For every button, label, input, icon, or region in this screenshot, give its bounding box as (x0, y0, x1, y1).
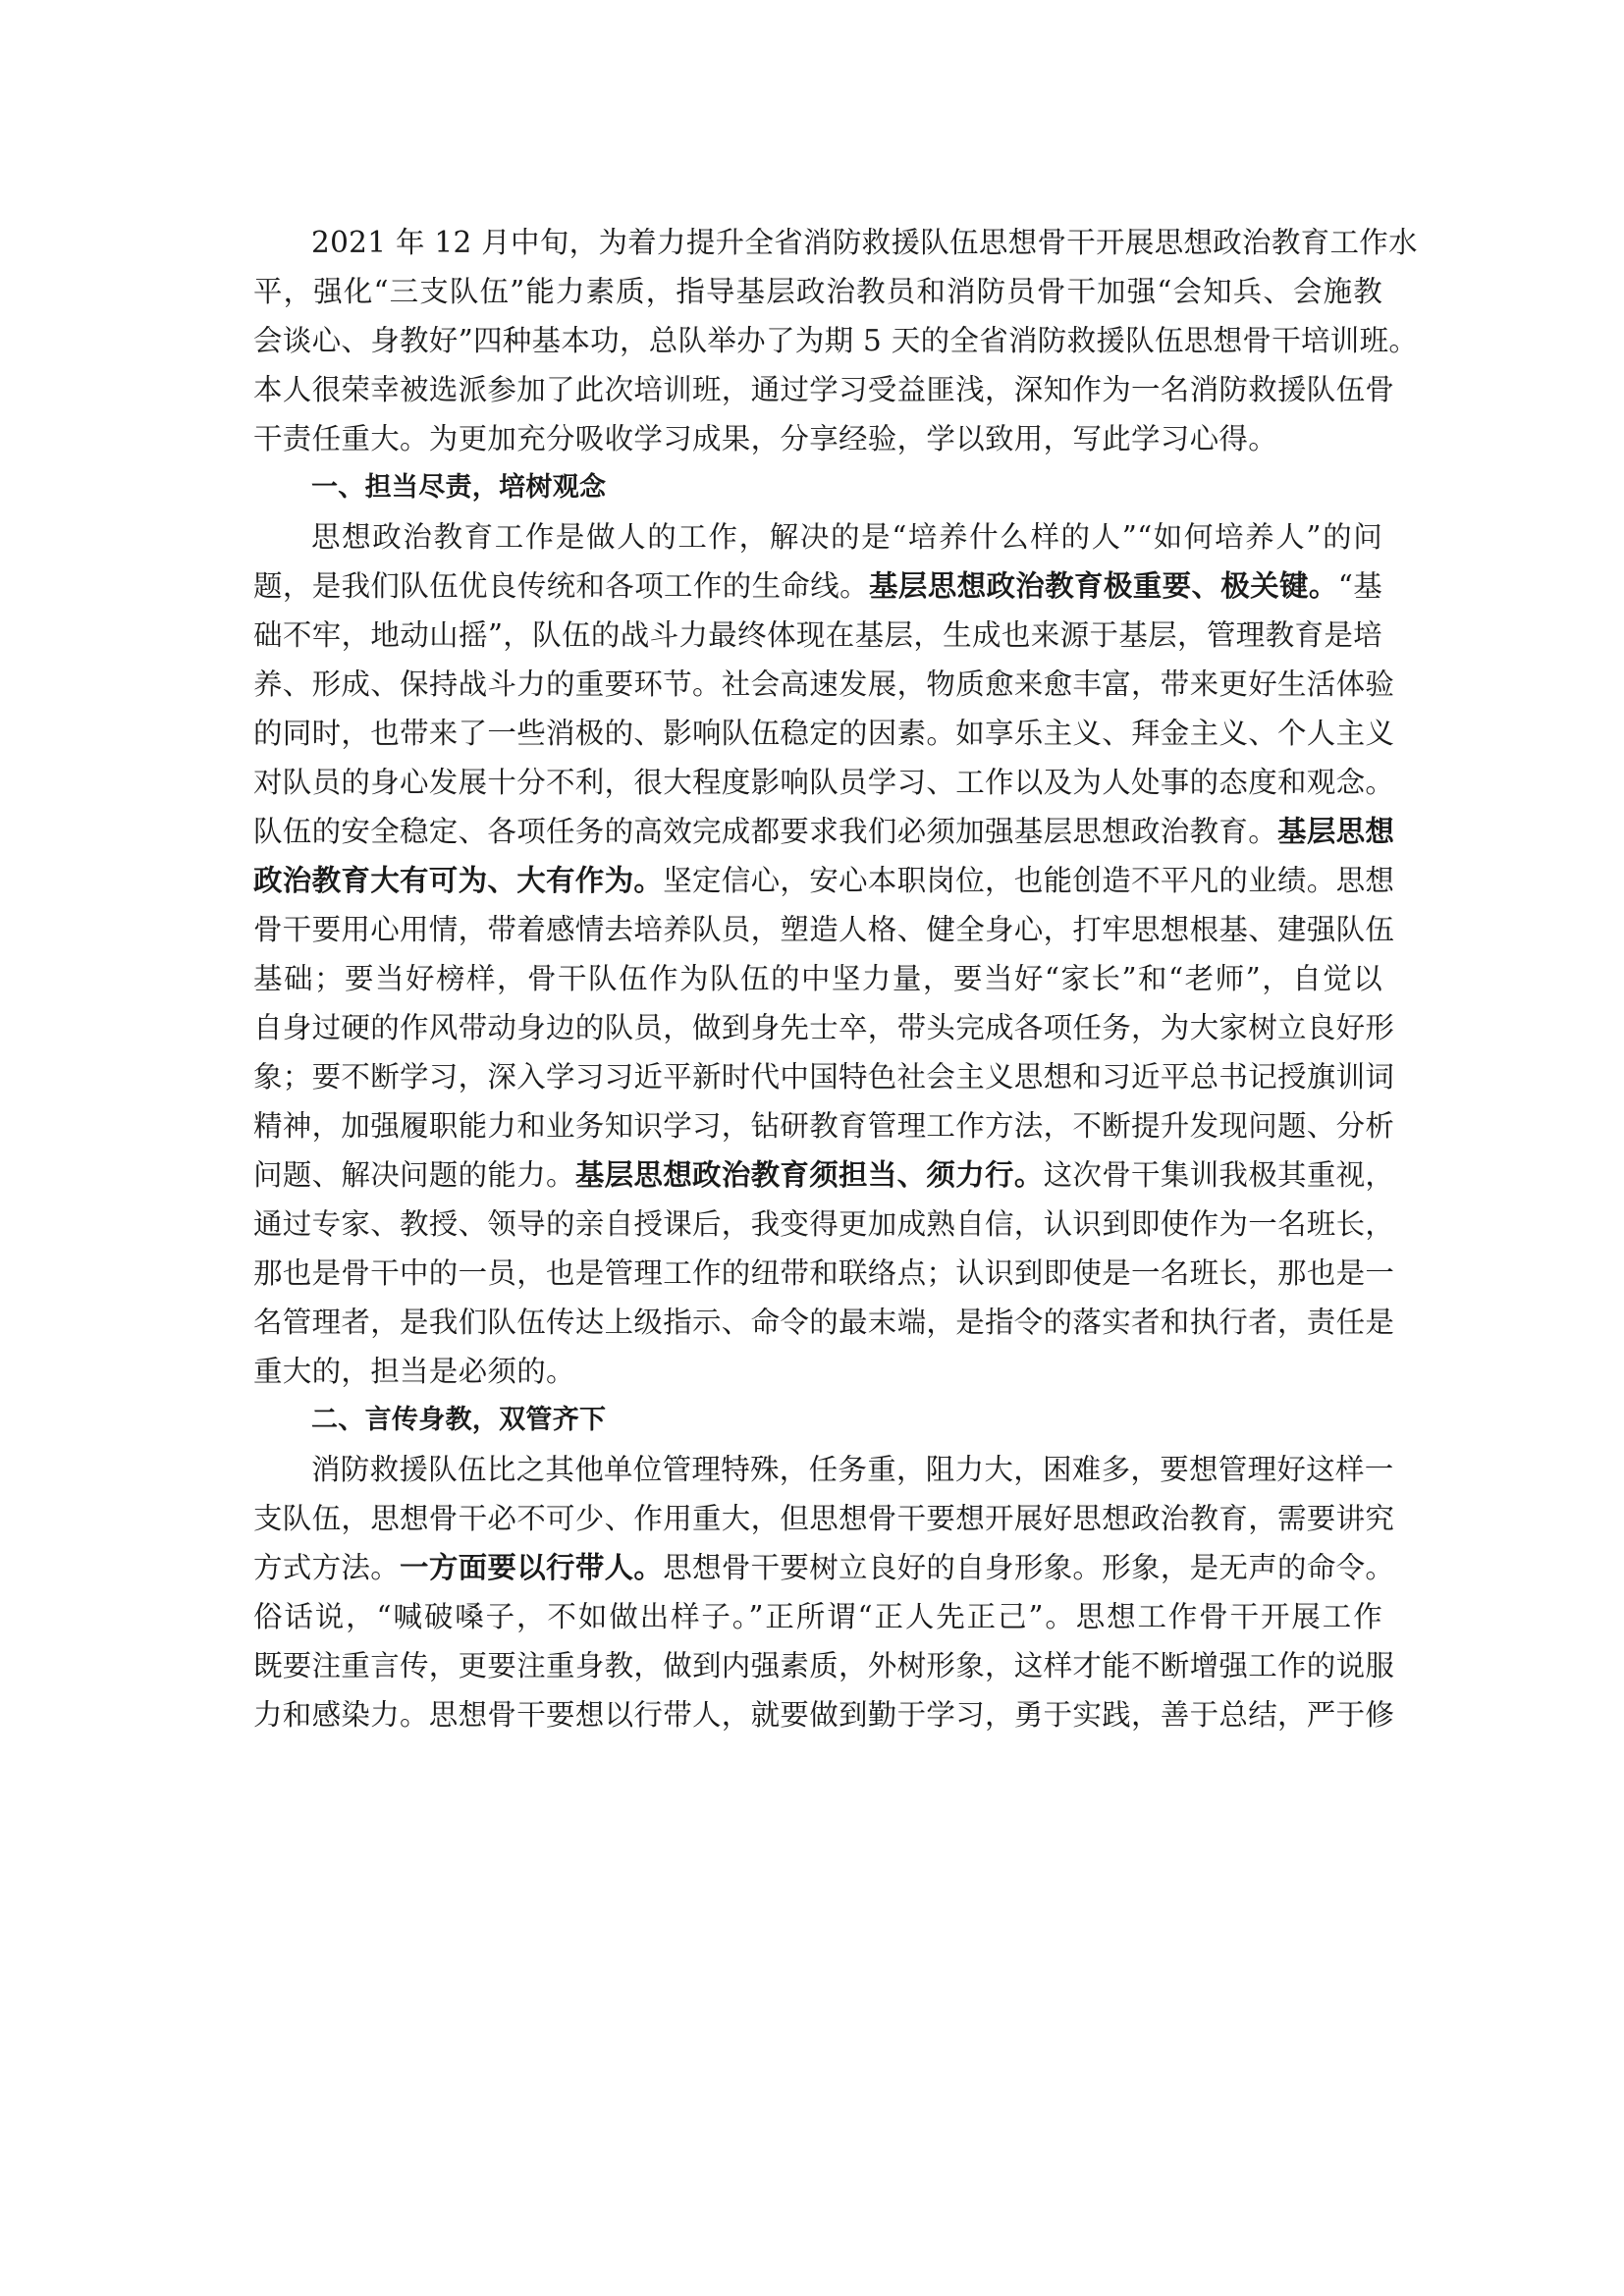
text-line: 既要注重言传，更要注重身教，做到内强素质，外树形象，这样才能不断增强工作的说服 (253, 1649, 1395, 1682)
text-run: 坚定信心，安心本职岗位，也能创造不平凡的业绩。思想 (663, 864, 1395, 897)
text-line (253, 1150, 1395, 1200)
bold-run: 政治教育大有可为、大有作为。 (253, 863, 664, 897)
text-line: 自身过硬的作风带动身边的队员，做到身先士卒，带头完成各项任务，为大家树立良好形 (253, 1011, 1395, 1044)
text-run: 题，是我们队伍优良传统和各项工作的生命线。 (253, 569, 870, 603)
section-heading-1: 一、担当尽责，培树观念 (311, 472, 607, 503)
paragraph-section-1 (253, 512, 1395, 1396)
text-line: 养、形成、保持战斗力的重要环节。社会高速发展，物质愈来愈丰富，带来更好生活体验 (253, 667, 1395, 701)
text-run: 思想骨干要树立良好的自身形象。形象，是无声的命令。 (663, 1551, 1395, 1584)
bold-run: 基层思想 (1277, 814, 1395, 848)
text-line: 基础；要当好榜样，骨干队伍作为队伍的中坚力量，要当好“家长”和“老师”，自觉以 (253, 962, 1382, 995)
text-line: 的同时，也带来了一些消极的、影响队伍稳定的因素。如享乐主义、拜金主义、个人主义 (253, 717, 1395, 750)
paragraph-intro (253, 218, 1419, 463)
text-run: 队伍的安全稳定、各项任务的高效完成都要求我们必须加强基层思想政治教育。 (253, 815, 1278, 848)
text-line: 础不牢，地动山摇”，队伍的战斗力最终体现在基层，生成也来源于基层，管理教育是培 (253, 618, 1382, 652)
text-line: 骨干要用心用情，带着感情去培养队员，塑造人格、健全身心，打牢思想根基、建强队伍 (253, 913, 1395, 946)
text-line (253, 1543, 1395, 1592)
bold-run: 基层思想政治教育极重要、极关键。 (869, 568, 1338, 603)
bold-run: 一方面要以行带人。 (400, 1550, 664, 1584)
paragraph-section-2 (253, 1445, 1395, 1739)
text-line: 干责任重大。为更加充分吸收学习成果，分享经验，学以致用，写此学习心得。 (253, 422, 1278, 455)
text-line: 重大的，担当是必须的。 (253, 1355, 575, 1388)
text-line: 会谈心、身教好”四种基本功，总队举办了为期 5 天的全省消防救援队伍思想骨干培训班。 (253, 324, 1419, 357)
text-line: 力和感染力。思想骨干要想以行带人，就要做到勤于学习，勇于实践，善于总结，严于修 (253, 1698, 1395, 1732)
text-line: 俗话说，“喊破嗓子，不如做出样子。”正所谓“正人先正己”。思想工作骨干开展工作 (253, 1600, 1382, 1633)
text-line: 消防救援队伍比之其他单位管理特殊，任务重，阻力大，困难多，要想管理好这样一 (311, 1453, 1394, 1486)
text-line: 象；要不断学习，深入学习习近平新时代中国特色社会主义思想和习近平总书记授旗训词 (253, 1060, 1395, 1094)
text-line: 支队伍，思想骨干必不可少、作用重大，但思想骨干要想开展好思想政治教育，需要讲究 (253, 1502, 1395, 1535)
text-line (253, 561, 1382, 611)
text-line (253, 856, 1395, 905)
text-run: 问题、解决问题的能力。 (253, 1158, 575, 1192)
text-line (253, 807, 1395, 856)
text-line: 精神，加强履职能力和业务知识学习，钻研教育管理工作方法，不断提升发现问题、分析 (253, 1109, 1395, 1143)
bold-run: 基层思想政治教育须担当、须力行。 (574, 1157, 1044, 1192)
text-line: 名管理者，是我们队伍传达上级指示、命令的最末端，是指令的落实者和执行者，责任是 (253, 1306, 1395, 1339)
text-run: 这次骨干集训我极其重视， (1043, 1158, 1395, 1192)
text-run: “基 (1337, 569, 1382, 603)
document-page (253, 218, 1419, 1739)
text-line: 通过专家、教授、领导的亲自授课后，我变得更加成熟自信，认识到即使作为一名班长， (253, 1207, 1395, 1241)
text-line: 那也是骨干中的一员，也是管理工作的纽带和联络点；认识到即使是一名班长，那也是一 (253, 1256, 1395, 1290)
text-line: 2021 年 12 月中旬，为着力提升全省消防救援队伍思想骨干开展思想政治教育工作水 (311, 226, 1418, 259)
text-line: 本人很荣幸被选派参加了此次培训班，通过学习受益匪浅，深知作为一名消防救援队伍骨 (253, 373, 1395, 406)
text-line: 平，强化“三支队伍”能力素质，指导基层政治教员和消防员骨干加强“会知兵、会施教 (253, 275, 1382, 308)
section-heading-2: 二、言传身教，双管齐下 (311, 1405, 607, 1435)
text-line: 思想政治教育工作是做人的工作，解决的是“培养什么样的人”“如何培养人”的问 (311, 520, 1382, 554)
text-line: 对队员的身心发展十分不利，很大程度影响队员学习、工作以及为人处事的态度和观念。 (253, 766, 1395, 799)
text-run: 方式方法。 (253, 1551, 401, 1584)
